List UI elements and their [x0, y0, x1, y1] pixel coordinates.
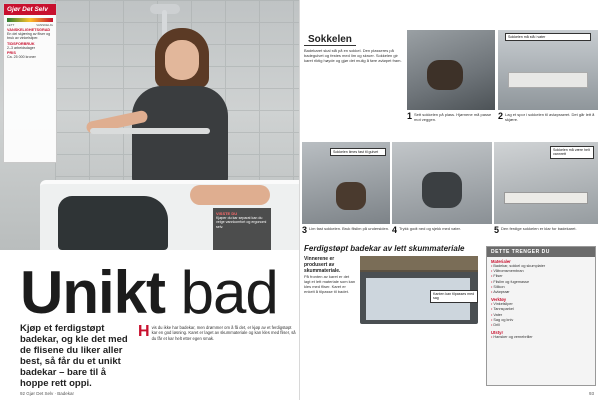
- sokkel-board-image: [504, 192, 588, 204]
- step-5: [494, 226, 598, 235]
- foam-tag: Kanten kan tilpasses med sag: [430, 290, 478, 303]
- drop-cap: H: [138, 323, 150, 340]
- tools-title: Verktøy: [491, 297, 507, 303]
- worker-image: [422, 172, 462, 208]
- step-2-number: 2: [498, 111, 504, 121]
- sidebar-header: Gjør Det Selv: [4, 4, 56, 15]
- list-item: • Fliser: [491, 274, 591, 279]
- info-sidebar: [3, 3, 57, 163]
- step-3-text: Lim fast sokkelen. Bruk flislim på undersiden.: [309, 226, 390, 231]
- step-4: [392, 226, 492, 235]
- list-item: • Vinkelsliper: [491, 302, 591, 307]
- step-3-number: 3: [302, 225, 308, 235]
- difficulty-section: [4, 27, 56, 41]
- difficulty-title: VANSKELIGHETSGRAD: [7, 28, 51, 32]
- step-4-text: Trykk godt ned og sjekk med vater.: [399, 226, 461, 231]
- list-item: • Tannsparkel: [491, 307, 591, 312]
- difficulty-text: En del skjæring av fliser og bruk av vinkelsliper.: [7, 32, 51, 41]
- materials-box: [486, 246, 596, 386]
- list-item: • Sag og kniv: [491, 318, 591, 323]
- sokkel-body: Badekaret skal stå på en sokkel. Den plasseres på badegulvet og festes med lim og skruer. Sokkelen gir karet riktig høyde og gjør det mulig å føre avløpet fram.: [304, 48, 402, 64]
- step-4-number: 4: [392, 225, 398, 235]
- lead-paragraph: Kjøp et ferdigstøpt badekar, og kle det med de flisene du liker aller best, så får du et unikt badekar – bare til å hoppe rett oppi.: [20, 323, 128, 389]
- step-5-number: 5: [494, 225, 500, 235]
- step-5-text: Den ferdige sokkelen er klar for badekaret.: [501, 226, 577, 231]
- caption-title: VISSTE DU: [216, 211, 238, 216]
- worker-image: [427, 60, 463, 90]
- meter-high-label: VANSKELIG: [36, 23, 53, 27]
- grab-rail-image: [90, 128, 210, 134]
- bathtub-photo: [0, 0, 300, 250]
- body-column: [138, 325, 298, 341]
- tag-level-2: Sokkelen må være helt vannrett: [550, 146, 594, 159]
- section2-intro: Vinnerene er produsert av skummateriale.: [304, 256, 341, 274]
- list-item: • Våtromsmembran: [491, 269, 591, 274]
- step-1: [407, 112, 495, 122]
- step2-photo: [498, 30, 598, 110]
- step-2: [498, 112, 598, 122]
- extra-title: Utstyr: [491, 330, 504, 336]
- materials-header: DETTE TRENGER DU: [487, 247, 595, 257]
- photo-caption: [213, 208, 271, 250]
- tools-list: [487, 302, 595, 328]
- left-footer: 92 Gjør Det Selv · Badekar: [20, 391, 75, 396]
- headline-bold: Unikt: [20, 259, 165, 326]
- woman-face-image: [165, 40, 199, 80]
- right-footer: 93: [588, 391, 594, 396]
- extra-list: [487, 335, 595, 340]
- time-text: 2–3 arbeidsdager: [7, 45, 35, 50]
- section2-body: På fronten av karet er det lagt et lett materiale som kan kles med fliser. Karet er enkelt å tilpasse til badet.: [304, 274, 356, 294]
- time-section: [4, 41, 56, 50]
- meter-low-label: LETT: [7, 23, 15, 27]
- list-item: • Silikon: [491, 285, 591, 290]
- towel-image: [58, 196, 168, 250]
- sokkel-title: Sokkelen: [304, 34, 356, 46]
- list-item: • Badekar, sokkel og skumplater: [491, 264, 591, 269]
- step1-photo: [407, 30, 495, 110]
- body-text: vis du ikke har badekar, men drømmer om å få det, er kjøp av et ferdigstøpt kar en god løsning. Karet er laget av skummateriale og kan kles med fliser, så du får et kar helt etter egen smak.: [151, 325, 296, 341]
- right-page: [300, 0, 600, 400]
- tag-glue: Sokkelen limes fast til gulvet: [330, 148, 386, 156]
- price-section: [4, 50, 56, 59]
- section2-title: Ferdigstøpt badekar av lett skummateriale: [304, 244, 465, 253]
- step-1-number: 1: [407, 111, 413, 121]
- woman-towel-image: [132, 86, 228, 186]
- list-item: • Drill: [491, 323, 591, 328]
- price-text: Ca. 25 000 kroner: [7, 55, 36, 60]
- materials-list: [487, 264, 595, 295]
- caption-body: Kjøper du kar separat kan du velge vannkomfort og ergonomi selv.: [216, 216, 267, 229]
- time-title: TIDSFORBRUK: [7, 41, 35, 46]
- step-3: [302, 226, 390, 235]
- difficulty-meter: [7, 18, 53, 22]
- step-1-text: Sett sokkelen på plass. Hjørnene må passe mot veggen.: [414, 112, 492, 122]
- worker-image: [336, 182, 366, 210]
- woman-legs-image: [190, 185, 270, 205]
- list-item: • Hansker og vernebriller: [491, 335, 591, 340]
- sokkel-board-image: [508, 72, 588, 88]
- headline-thin: bad: [180, 259, 278, 326]
- headline: [20, 258, 278, 327]
- list-item: • Avløpsrør: [491, 290, 591, 295]
- list-item: • Vater: [491, 313, 591, 318]
- step4-photo: [392, 142, 492, 224]
- materials-title: Materialer: [491, 259, 511, 264]
- list-item: • Flislim og fugemasse: [491, 280, 591, 285]
- step-2-text: Lag et spor i sokkelen til avløpsrøret. Det går lett å skjære.: [505, 112, 595, 122]
- tag-level: Sokkelen må stå i vater: [505, 33, 591, 41]
- price-title: PRIS: [7, 51, 16, 56]
- foam-bathtub-rim: [360, 256, 478, 272]
- section2-text: [304, 256, 356, 294]
